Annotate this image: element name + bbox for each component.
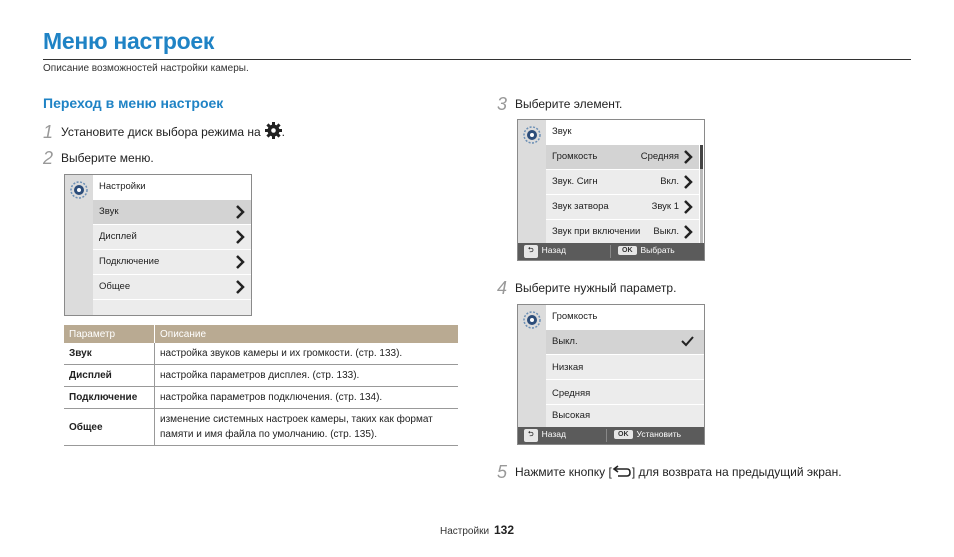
table-row	[64, 343, 458, 365]
column-header-description: Описание	[155, 325, 459, 343]
screen-bottom-bar	[518, 243, 704, 260]
table-row	[64, 387, 458, 409]
screen-sidebar	[518, 305, 546, 427]
ok-hint[interactable]: OK Выбрать	[618, 245, 675, 255]
menu-item-sound[interactable]: Звук	[93, 200, 251, 225]
param-desc: изменение системных настроек камеры, таких как формат памяти и имя файла по умолчанию. (стр. 135).	[155, 409, 459, 446]
step-5	[497, 462, 842, 483]
step-text: Установите диск выбора режима на	[61, 125, 261, 139]
screen-header: Громкость	[546, 305, 704, 330]
page-number: 132	[494, 523, 515, 537]
table-row	[64, 365, 458, 387]
param-desc: настройка параметров подключения. (стр. 134).	[155, 387, 459, 409]
camera-screen-settings	[64, 174, 252, 316]
step-text: Выберите элемент.	[515, 97, 623, 111]
step-number: 3	[497, 94, 508, 114]
step-2	[43, 148, 154, 169]
option-off[interactable]: Выкл.	[546, 330, 704, 355]
step-text-end: .	[281, 125, 285, 139]
menu-item-volume[interactable]: Громкость Средняя	[546, 145, 699, 170]
parameter-table	[64, 325, 458, 446]
menu-item-shutter-sound[interactable]: Звук затвора Звук 1	[546, 195, 699, 220]
step-3	[497, 94, 622, 115]
chevron-right-icon	[235, 230, 245, 244]
menu-item-display[interactable]: Дисплей	[93, 225, 251, 250]
bar-divider	[606, 429, 607, 442]
back-hint[interactable]: ⮌ Назад	[524, 429, 566, 442]
screen-header: Настройки	[93, 175, 251, 200]
step-number: 4	[497, 278, 508, 298]
param-name: Дисплей	[64, 365, 155, 387]
screen-sidebar	[65, 175, 93, 315]
step-text: Выберите нужный параметр.	[515, 281, 677, 295]
step-text-end: ] для возврата на предыдущий экран.	[631, 465, 842, 479]
camera-screen-volume	[517, 304, 705, 445]
chevron-right-icon	[235, 255, 245, 269]
step-4	[497, 278, 676, 299]
option-medium[interactable]: Средняя	[546, 380, 704, 405]
ok-key: OK	[614, 430, 633, 439]
settings-gear-icon	[523, 311, 541, 329]
menu-item-value: Средняя	[640, 151, 679, 162]
step-number: 2	[43, 148, 54, 168]
param-name: Подключение	[64, 387, 155, 409]
step-text: Выберите меню.	[61, 151, 154, 165]
chevron-right-icon	[683, 175, 693, 189]
menu-item-connection[interactable]: Подключение	[93, 250, 251, 275]
step-number: 1	[43, 122, 54, 142]
option-low[interactable]: Низкая	[546, 355, 704, 380]
scrollbar[interactable]	[700, 145, 703, 243]
step-text: Нажмите кнопку [	[515, 465, 612, 479]
ok-hint[interactable]: OK Установить	[614, 429, 681, 439]
menu-item-value: Звук 1	[651, 201, 679, 212]
bar-divider	[610, 245, 611, 258]
chevron-right-icon	[235, 280, 245, 294]
back-button-icon	[612, 465, 632, 477]
checkmark-icon	[681, 336, 694, 347]
param-name: Звук	[64, 343, 155, 365]
settings-gear-icon	[70, 181, 88, 199]
menu-empty-row	[93, 300, 251, 315]
menu-item-general[interactable]: Общее	[93, 275, 251, 300]
scrollbar-thumb[interactable]	[700, 145, 703, 169]
column-header-parameter: Параметр	[64, 325, 155, 343]
screen-header: Звук	[546, 120, 699, 145]
screen-bottom-bar	[518, 427, 704, 444]
back-key-icon: ⮌	[524, 245, 538, 258]
chevron-right-icon	[683, 150, 693, 164]
menu-item-value: Выкл.	[653, 226, 679, 237]
chevron-right-icon	[235, 205, 245, 219]
page-title: Меню настроек	[43, 28, 215, 54]
settings-gear-icon	[523, 126, 541, 144]
menu-item-value: Вкл.	[660, 176, 679, 187]
chevron-right-icon	[683, 225, 693, 239]
page-subtitle: Описание возможностей настройки камеры.	[43, 63, 249, 74]
param-desc: настройка звуков камеры и их громкости. (стр. 133).	[155, 343, 459, 365]
table-row	[64, 409, 458, 446]
menu-item-startup-sound[interactable]: Звук при включении Выкл.	[546, 220, 699, 245]
screen-sidebar	[518, 120, 546, 243]
table-header-row	[64, 325, 458, 343]
param-desc: настройка параметров дисплея. (стр. 133).	[155, 365, 459, 387]
ok-key: OK	[618, 246, 637, 255]
camera-screen-sound	[517, 119, 705, 261]
back-hint[interactable]: ⮌ Назад	[524, 245, 566, 258]
section-heading: Переход в меню настроек	[43, 95, 224, 111]
menu-item-beep[interactable]: Звук. Сигн Вкл.	[546, 170, 699, 195]
settings-gear-icon	[265, 122, 282, 142]
step-number: 5	[497, 462, 508, 482]
title-divider	[43, 59, 911, 60]
back-key-icon: ⮌	[524, 429, 538, 442]
chevron-right-icon	[683, 200, 693, 214]
step-1	[43, 122, 285, 143]
option-high[interactable]: Высокая	[546, 405, 704, 427]
param-name: Общее	[64, 409, 155, 446]
footer-section-label: Настройки	[440, 526, 490, 537]
